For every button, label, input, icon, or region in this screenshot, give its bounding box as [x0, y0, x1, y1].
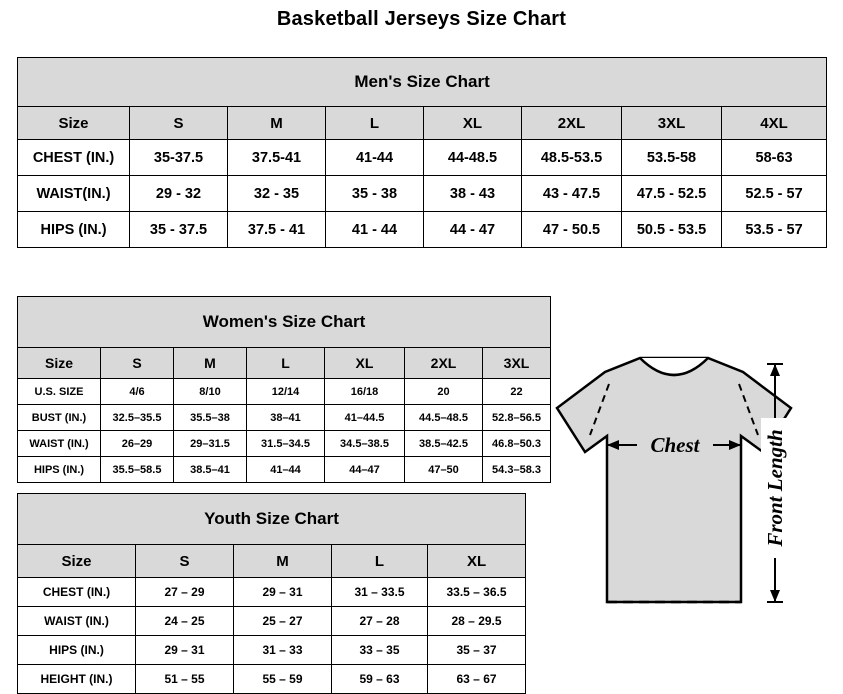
youth-chart-title-row: [18, 494, 526, 545]
youth-col-header-4: XL: [428, 545, 526, 578]
youth-size-chart-table: [17, 493, 526, 694]
youth-row-label-0: CHEST (IN.): [18, 578, 136, 607]
table-row: [18, 431, 551, 457]
mens-cell-1-5: 47.5 - 52.5: [622, 176, 722, 212]
mens-cell-1-3: 38 - 43: [424, 176, 522, 212]
mens-cell-2-0: 35 - 37.5: [130, 212, 228, 248]
womens-cell-0-1: 8/10: [174, 379, 247, 405]
womens-col-header-4: XL: [325, 348, 405, 379]
youth-cell-2-1: 31 – 33: [234, 636, 332, 665]
mens-col-header-6: 3XL: [622, 107, 722, 140]
youth-cell-3-3: 63 – 67: [428, 665, 526, 694]
front-length-label: Front Length: [763, 429, 787, 547]
mens-cell-2-2: 41 - 44: [326, 212, 424, 248]
youth-row-label-3: HEIGHT (IN.): [18, 665, 136, 694]
mens-col-header-5: 2XL: [522, 107, 622, 140]
mens-cell-0-5: 53.5-58: [622, 140, 722, 176]
womens-cell-2-1: 29–31.5: [174, 431, 247, 457]
womens-cell-1-5: 52.8–56.5: [483, 405, 551, 431]
youth-cell-2-2: 33 – 35: [332, 636, 428, 665]
youth-cell-0-2: 31 – 33.5: [332, 578, 428, 607]
womens-col-header-1: S: [101, 348, 174, 379]
mens-size-chart-table: [17, 57, 827, 248]
womens-cell-1-0: 32.5–35.5: [101, 405, 174, 431]
womens-row-label-1: BUST (IN.): [18, 405, 101, 431]
mens-cell-2-6: 53.5 - 57: [722, 212, 827, 248]
womens-chart-title: Women's Size Chart: [18, 297, 551, 348]
youth-cell-0-1: 29 – 31: [234, 578, 332, 607]
womens-col-header-2: M: [174, 348, 247, 379]
womens-cell-1-3: 41–44.5: [325, 405, 405, 431]
womens-col-header-6: 3XL: [483, 348, 551, 379]
chest-label: Chest: [650, 433, 700, 457]
mens-col-header-4: XL: [424, 107, 522, 140]
mens-chart-title: Men's Size Chart: [18, 58, 827, 107]
front-length-arrow-bottom: [770, 590, 780, 602]
mens-col-header-2: M: [228, 107, 326, 140]
womens-cell-0-5: 22: [483, 379, 551, 405]
womens-cell-0-2: 12/14: [247, 379, 325, 405]
youth-col-header-2: M: [234, 545, 332, 578]
womens-header-row: [18, 348, 551, 379]
table-row: [18, 665, 526, 694]
mens-cell-2-1: 37.5 - 41: [228, 212, 326, 248]
mens-row-label-1: WAIST(IN.): [18, 176, 130, 212]
table-row: [18, 457, 551, 483]
mens-row-label-0: CHEST (IN.): [18, 140, 130, 176]
mens-cell-2-5: 50.5 - 53.5: [622, 212, 722, 248]
youth-row-label-2: HIPS (IN.): [18, 636, 136, 665]
youth-cell-2-0: 29 – 31: [136, 636, 234, 665]
youth-cell-3-1: 55 – 59: [234, 665, 332, 694]
page-title: Basketball Jerseys Size Chart: [276, 8, 567, 30]
mens-col-header-1: S: [130, 107, 228, 140]
table-row: [18, 405, 551, 431]
womens-cell-1-1: 35.5–38: [174, 405, 247, 431]
youth-col-header-3: L: [332, 545, 428, 578]
youth-cell-0-0: 27 – 29: [136, 578, 234, 607]
table-row: [18, 176, 827, 212]
mens-cell-0-4: 48.5-53.5: [522, 140, 622, 176]
table-row: [18, 578, 526, 607]
womens-cell-2-5: 46.8–50.3: [483, 431, 551, 457]
womens-cell-3-4: 47–50: [405, 457, 483, 483]
mens-cell-1-2: 35 - 38: [326, 176, 424, 212]
mens-col-header-3: L: [326, 107, 424, 140]
mens-cell-0-6: 58-63: [722, 140, 827, 176]
womens-cell-3-5: 54.3–58.3: [483, 457, 551, 483]
womens-row-label-3: HIPS (IN.): [18, 457, 101, 483]
youth-row-label-1: WAIST (IN.): [18, 607, 136, 636]
youth-cell-1-0: 24 – 25: [136, 607, 234, 636]
womens-cell-2-3: 34.5–38.5: [325, 431, 405, 457]
womens-cell-0-0: 4/6: [101, 379, 174, 405]
womens-cell-0-4: 20: [405, 379, 483, 405]
mens-cell-2-3: 44 - 47: [424, 212, 522, 248]
front-length-arrow-top: [770, 364, 780, 376]
womens-chart-title-row: [18, 297, 551, 348]
youth-cell-1-3: 28 – 29.5: [428, 607, 526, 636]
youth-header-row: [18, 545, 526, 578]
table-row: [18, 379, 551, 405]
mens-cell-1-4: 43 - 47.5: [522, 176, 622, 212]
womens-cell-0-3: 16/18: [325, 379, 405, 405]
womens-size-chart-table: [17, 296, 551, 483]
youth-cell-1-2: 27 – 28: [332, 607, 428, 636]
womens-cell-2-2: 31.5–34.5: [247, 431, 325, 457]
mens-cell-0-0: 35-37.5: [130, 140, 228, 176]
womens-row-label-0: U.S. SIZE: [18, 379, 101, 405]
youth-cell-1-1: 25 – 27: [234, 607, 332, 636]
youth-cell-3-0: 51 – 55: [136, 665, 234, 694]
mens-cell-0-3: 44-48.5: [424, 140, 522, 176]
mens-chart-title-row: [18, 58, 827, 107]
womens-row-label-2: WAIST (IN.): [18, 431, 101, 457]
jersey-body-shape: [557, 358, 791, 602]
table-row: [18, 140, 827, 176]
youth-cell-2-3: 35 – 37: [428, 636, 526, 665]
womens-col-header-0: Size: [18, 348, 101, 379]
youth-cell-3-2: 59 – 63: [332, 665, 428, 694]
jersey-measurement-diagram: [545, 340, 835, 670]
mens-col-header-0: Size: [18, 107, 130, 140]
table-row: [18, 212, 827, 248]
womens-cell-1-2: 38–41: [247, 405, 325, 431]
womens-cell-3-1: 38.5–41: [174, 457, 247, 483]
mens-row-label-2: HIPS (IN.): [18, 212, 130, 248]
table-row: [18, 636, 526, 665]
womens-col-header-3: L: [247, 348, 325, 379]
womens-cell-3-3: 44–47: [325, 457, 405, 483]
womens-cell-2-0: 26–29: [101, 431, 174, 457]
womens-cell-3-2: 41–44: [247, 457, 325, 483]
youth-cell-0-3: 33.5 – 36.5: [428, 578, 526, 607]
womens-cell-1-4: 44.5–48.5: [405, 405, 483, 431]
mens-cell-2-4: 47 - 50.5: [522, 212, 622, 248]
womens-cell-3-0: 35.5–58.5: [101, 457, 174, 483]
mens-cell-1-6: 52.5 - 57: [722, 176, 827, 212]
youth-col-header-1: S: [136, 545, 234, 578]
womens-cell-2-4: 38.5–42.5: [405, 431, 483, 457]
mens-header-row: [18, 107, 827, 140]
youth-chart-title: Youth Size Chart: [18, 494, 526, 545]
youth-col-header-0: Size: [18, 545, 136, 578]
mens-cell-0-2: 41-44: [326, 140, 424, 176]
mens-col-header-7: 4XL: [722, 107, 827, 140]
mens-cell-0-1: 37.5-41: [228, 140, 326, 176]
womens-col-header-5: 2XL: [405, 348, 483, 379]
mens-cell-1-0: 29 - 32: [130, 176, 228, 212]
table-row: [18, 607, 526, 636]
mens-cell-1-1: 32 - 35: [228, 176, 326, 212]
